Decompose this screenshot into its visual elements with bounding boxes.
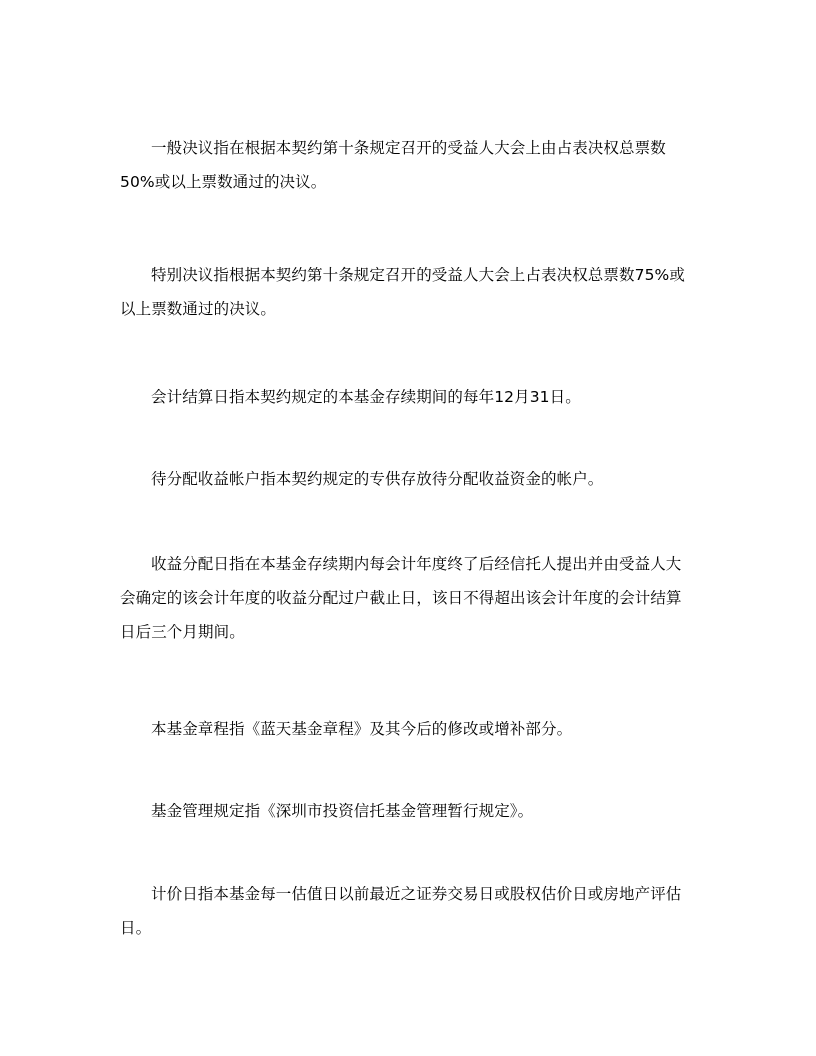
paragraph-pending-distribution-account [120,462,700,496]
paragraph-special-resolution [120,258,700,326]
paragraph-line: 待分配收益帐户指本契约规定的专供存放待分配收益资金的帐户。 [151,470,604,488]
paragraph-distribution-date [120,547,700,649]
paragraph-general-resolution [120,131,700,199]
paragraph-line: 日。 [120,919,152,937]
paragraph-line: 基金管理规定指《深圳市投资信托基金管理暂行规定》。 [151,802,534,820]
paragraph-line: 本基金章程指《蓝天基金章程》及其今后的修改或增补部分。 [151,720,573,738]
paragraph-line: 计价日指本基金每一估值日以前最近之证券交易日或股权估价日或房地产评估 [151,885,682,903]
paragraph-line: 特别决议指根据本契约第十条规定召开的受益人大会上占表决权总票数75%或 [151,266,685,284]
paragraph-fund-management-rules [120,794,700,828]
paragraph-line: 会确定的该会计年度的收益分配过户截止日，该日不得超出该会计年度的会计结算 [120,589,682,607]
paragraph-line: 日后三个月期间。 [120,623,245,641]
paragraph-valuation-date [120,877,700,945]
paragraph-line: 收益分配日指在本基金存续期内每会计年度终了后经信托人提出并由受益人大 [151,555,682,573]
paragraph-line: 以上票数通过的决议。 [120,300,277,318]
paragraph-line: 一般决议指在根据本契约第十条规定召开的受益人大会上由占表决权总票数 [151,139,666,157]
paragraph-accounting-settlement-date [120,380,700,414]
paragraph-line: 50%或以上票数通过的决议。 [120,173,327,191]
paragraph-line: 会计结算日指本契约规定的本基金存续期间的每年12月31日。 [151,388,581,406]
paragraph-fund-charter [120,712,700,746]
